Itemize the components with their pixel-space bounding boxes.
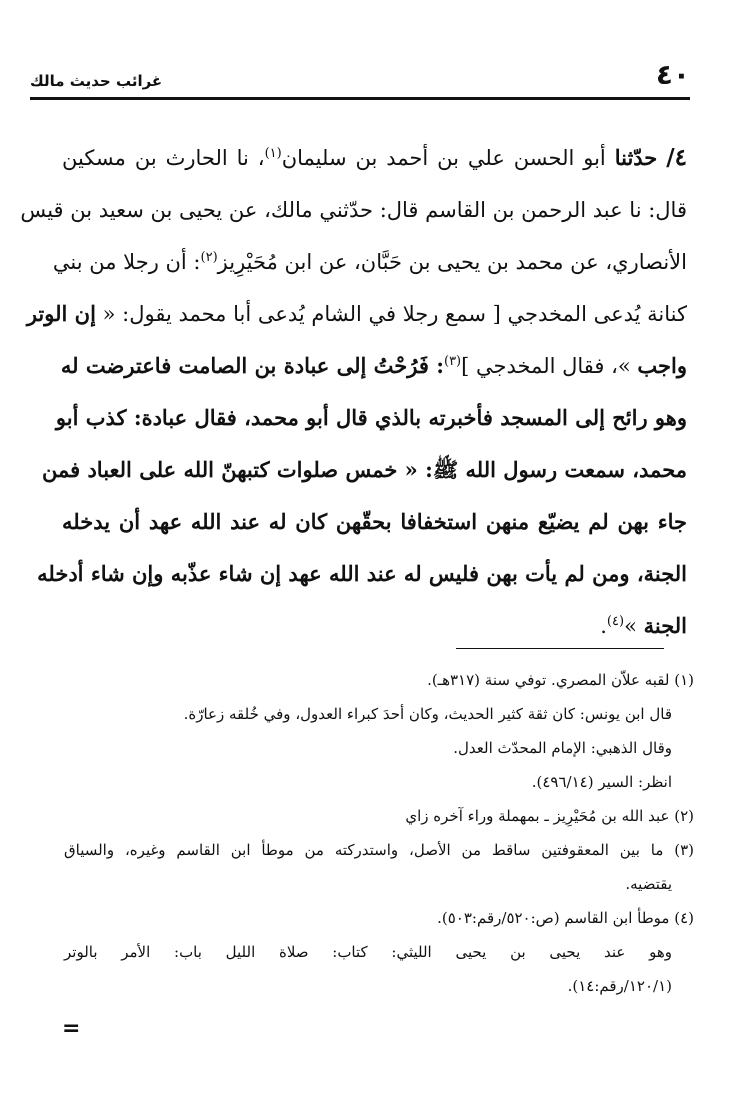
footnote-1-cont: انظر: السير (٤٩٦/١٤).: [531, 773, 672, 791]
narrator-name: أبو الحسن علي بن أحمد بن سليمان: [281, 146, 606, 170]
text-segment: قال: نا عبد الرحمن بن القاسم قال: حدّثني مالك، عن يحيى بن سعيد بن قيس: [20, 198, 687, 222]
footnote-1-cont: قال ابن يونس: كان ثقة كثير الحديث، وكان أحدَ كبراء العدول، وفي خُلقه زعارّة.: [183, 705, 672, 723]
footnotes: [64, 663, 694, 1003]
end-mark: =: [62, 1016, 81, 1041]
hadith-matn: خمس صلوات كتبهنّ الله على العباد فمن: [41, 457, 398, 482]
footnote-2: (٢) عبد الله بن مُحَيْرِيز ـ بمهملة وراء آخره زاي: [405, 807, 694, 825]
text-segment: »، فقال المخدجي ]: [461, 354, 631, 378]
text-segment: : أن رجلا من بني: [52, 250, 201, 274]
text-line-9: [37, 548, 687, 600]
text-line-5: [62, 340, 687, 392]
hadith-matn: واجب: [637, 353, 687, 378]
footnote-4-cont: وهو عند يحيى بن يحيى الليثي: كتاب: صلاة الليل باب: الأمر بالوتر: [64, 943, 672, 961]
text-segment: .: [600, 614, 607, 638]
footnote-ref-3[interactable]: (٣): [443, 354, 462, 369]
hadith-matn: جاء بهن لم يضيّع منهن استخفافا بحقّهن كان له عند الله عهد أن يدخله: [62, 509, 687, 534]
footnote-1: (١) لقبه علاّن المصري. توفي سنة (٣١٧هـ).: [427, 671, 694, 689]
text-line-4: [26, 288, 687, 340]
text-line-6: [55, 392, 687, 444]
text-line-1: [62, 132, 687, 184]
footnote-3: (٣) ما بين المعقوفتين ساقط من الأصل، واستدركته من موطأ ابن القاسم وغيره، والسياق: [64, 841, 694, 859]
hadith-matn: إن الوتر: [26, 301, 96, 326]
footnote-4-cont: (١٢٠/١/رقم:١٤).: [567, 977, 672, 995]
text-segment: الأنصاري، عن محمد بن يحيى بن حَبَّان، عن ابن مُحَيْرِيز: [217, 250, 687, 274]
narration-verb: حدّثنا: [614, 145, 658, 170]
footnote-1-cont: وقال الذهبي: الإمام المحدّث العدل.: [453, 739, 672, 757]
hadith-matn: : فَرُحْتُ إلى عبادة بن الصامت فاعترضت له: [60, 353, 444, 378]
header-rule: [30, 97, 690, 100]
footnote-ref-1[interactable]: (١): [264, 146, 282, 161]
text-segment: ، نا الحارث بن مسكين: [62, 146, 265, 170]
running-title: غرائب حديث مالك: [30, 72, 163, 90]
hadith-matn: الجنة، ومن لم يأت بهن فليس له عند الله عهد إن شاء عذّبه وإن شاء أدخله: [37, 561, 687, 586]
page-number: ٤٠: [655, 58, 690, 91]
text-line-8: [62, 496, 687, 548]
text-line-7: [41, 444, 687, 496]
footnote-separator: [456, 648, 664, 649]
page-header: [30, 56, 690, 96]
hadith-matn: وهو رائح إلى المسجد فأخبرته بالذي قال أبو محمد، فقال عبادة: كذب أبو: [55, 405, 687, 430]
footnote-3-cont: يقتضيه.: [625, 875, 672, 893]
text-line-3: [52, 236, 687, 288]
text-segment: »: [624, 614, 637, 638]
hadith-matn: الجنة: [643, 613, 687, 638]
hadith-number: ٤/: [666, 144, 687, 171]
footnote-ref-2[interactable]: (٢): [200, 250, 218, 265]
text-segment: محمد، سمعت رسول الله ﷺ: «: [404, 457, 687, 482]
footnote-4: (٤) موطأ ابن القاسم (ص:٥٢٠/رقم:٥٠٣).: [437, 909, 694, 927]
footnote-ref-4[interactable]: (٤): [606, 614, 625, 629]
text-line-10: [62, 600, 687, 652]
text-line-2: [20, 184, 687, 236]
hadith-text: [20, 132, 687, 652]
text-segment: كنانة يُدعى المخدجي [ سمع رجلا في الشام يُدعى أبا محمد يقول: «: [102, 302, 687, 326]
